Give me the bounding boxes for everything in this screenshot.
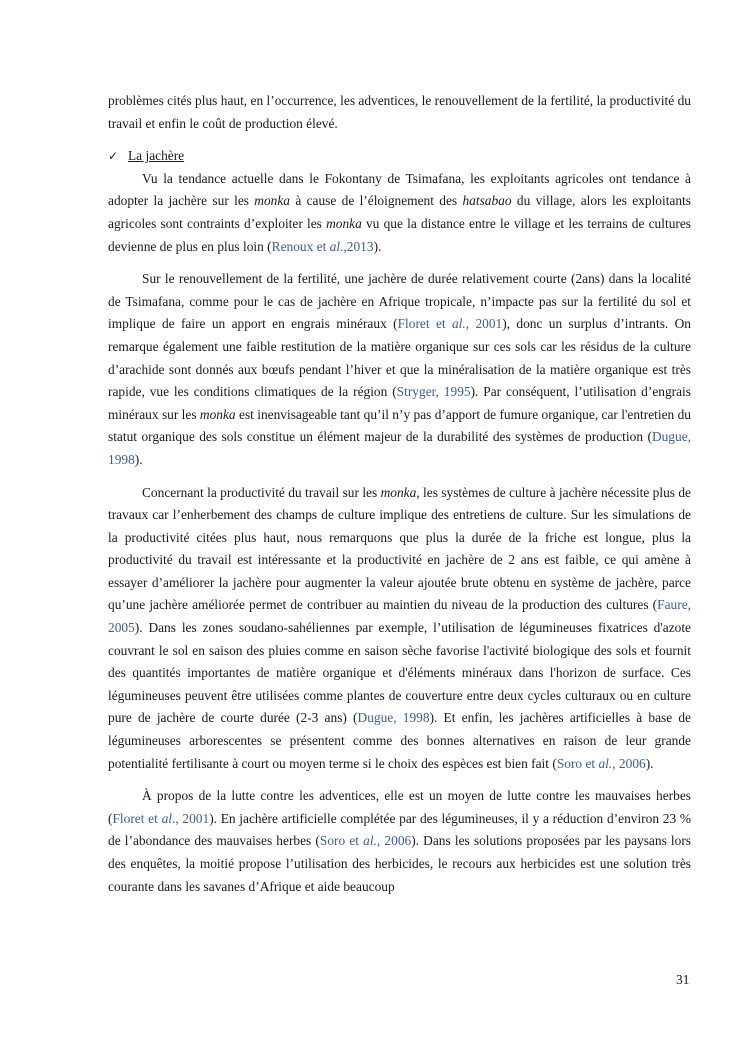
citation-link[interactable]: Floret et al., 2001: [112, 810, 210, 826]
paragraph-4: À propos de la lutte contre les adventices, elle est un moyen de lutte contre les mauvaises herbes (Floret et al., 2001). En jachère artificielle complétée par des légumineuses, il y a réduction d’environ 23 % de l’abondance des mauvaises herbes (Soro et al., 2006). Dans les solutions proposées par les paysans lors des enquêtes, la moitié propose l’utilisation des herbicides, le recours aux herbicides est une solution très courante dans les savanes d’Afrique et aide beaucoup: [108, 788, 692, 894]
paragraph-1: Vu la tendance actuelle dans le Fokontany de Tsimafana, les exploitants agricoles ont tendance à adopter la jachère sur les monka à cause de l’éloignement des hatsabao du village, alors les exploitants agricoles sont contraints d’exploiter les monka vu que la distance entre le village et les terrains de cultures devienne de plus en plus loin (Renoux et al.,2013).: [108, 170, 691, 254]
document-body: [108, 90, 691, 898]
citation-link[interactable]: Dugue, 1998: [357, 710, 430, 726]
section-heading-label: La jachère: [128, 148, 185, 164]
page-number: 31: [676, 972, 690, 987]
citation-link[interactable]: Soro et al., 2006: [556, 755, 646, 771]
section-heading: [108, 145, 691, 168]
citation-link[interactable]: Floret et al., 2001: [397, 316, 503, 332]
citation-link[interactable]: Faure, 2005: [108, 597, 691, 636]
paragraph-2: Sur le renouvellement de la fertilité, une jachère de durée relativement courte (2ans) dans la localité de Tsimafana, comme pour le cas de jachère en Afrique tropicale, n’impacte pas sur la fertilité du sol et implique de faire un apport en engrais minéraux (Floret et al., 2001), donc un surplus d’intrants. On remarque également une faible restitution de la matière organique sur ces sols car les résidus de la culture d’arachide sont donnés aux bœufs pendant l’hiver et que la minéralisation de la matière organique est très rapide, vue les conditions climatiques de la région (Stryger, 1995). Par conséquent, l’utilisation d’engrais minéraux sur les monka est inenvisageable tant qu’il n’y pas d’apport de fumure organique, car l'entretien du statut organique des sols constitue un élément majeur de la durabilité des systèmes de production (Dugue, 1998).: [108, 271, 691, 467]
paragraph-3: Concernant la productivité du travail sur les monka, les systèmes de culture à jachère nécessite plus de travaux car l’enherbement des champs de culture implique des entretiens de culture. Sur les simulations de la productivité citées plus haut, nous remarquons que plus la durée de la friche est longue, plus la productivité du travail est intéressante et la productivité en jachère de 2 ans est faible, ce qui amène à essayer d’améliorer la jachère pour augmenter la valeur ajoutée brute obtenu en système de jachère, parce qu’une jachère améliorée permet de contribuer au maintien du niveau de la production des cultures (Faure, 2005). Dans les zones soudano-sahéliennes par exemple, l’utilisation de légumineuses fixatrices d'azote couvrant le sol en saison des pluies comme en saison sèche favorise l'activité biologique des sols et fournit des quantités importantes de matière organique et d'éléments minéraux dans l'horizon de surface. Ces légumineuses peuvent être utilisées comme plantes de couverture entre deux cycles culturaux ou en culture pure de jachère de courte durée (2-3 ans) (Dugue, 1998). Et enfin, les jachères artificielles à base de légumineuses arborescentes se présentent comme des bonnes alternatives en raison de leur grande potentialité fertilisante à court ou moyen terme si le choix des espèces est bien fait (Soro et al., 2006).: [108, 484, 691, 771]
citation-link[interactable]: Soro et al., 2006: [319, 833, 412, 849]
citation-link[interactable]: Stryger, 1995: [396, 384, 471, 400]
check-icon: ✓: [108, 149, 119, 164]
intro-paragraph: problèmes cités plus haut, en l’occurrence, les adventices, le renouvellement de la fertilité, la productivité du travail et enfin le coût de production élevé.: [108, 93, 691, 131]
citation-link[interactable]: Dugue, 1998: [108, 429, 691, 467]
citation-link[interactable]: Renoux et al.,2013: [271, 238, 374, 254]
